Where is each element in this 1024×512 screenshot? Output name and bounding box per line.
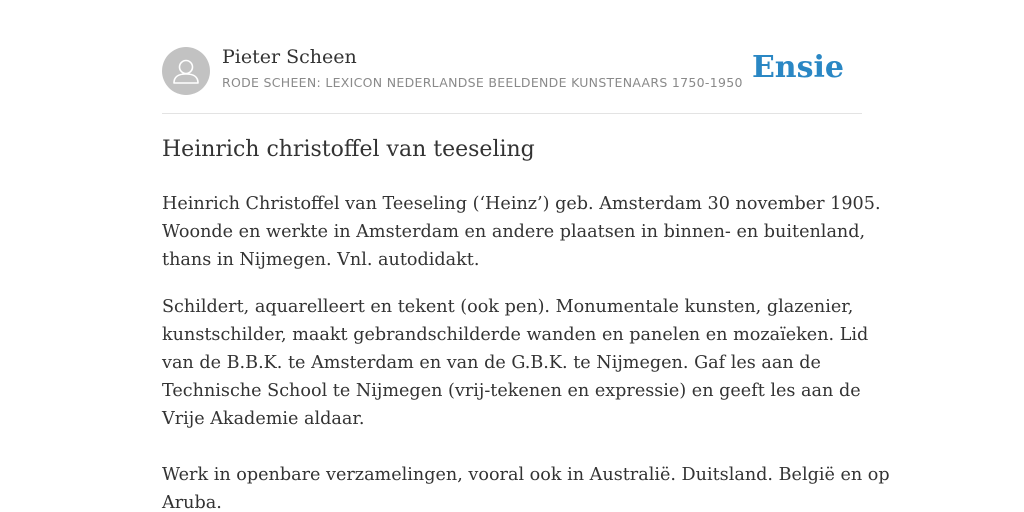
- paragraph-line: Schildert, aquarelleert en tekent (ook pen). Monumentale kunsten, glazenier,: [162, 297, 854, 317]
- paragraph-line: Woonde en werkte in Amsterdam en andere plaatsen in binnen- en buitenland,: [162, 222, 866, 242]
- article-title: Heinrich christoffel van teeseling: [162, 137, 535, 162]
- header-divider: [162, 113, 862, 114]
- article-body: [162, 190, 890, 512]
- paragraph-line: kunstschilder, maakt gebrandschilderde wanden en panelen en mozaïeken. Lid: [162, 325, 869, 345]
- user-icon: [162, 47, 210, 95]
- author-name[interactable]: Pieter Scheen: [222, 46, 357, 68]
- paragraph-2: [162, 293, 890, 512]
- brand-logo[interactable]: Ensie: [751, 50, 844, 85]
- paragraph-line: Werk in openbare verzamelingen, vooral ook in Australië. Duitsland. België en op: [162, 465, 890, 485]
- paragraph-line: thans in Nijmegen. Vnl. autodidakt.: [162, 250, 480, 270]
- line-break: [162, 433, 862, 461]
- paragraph-line: Aruba.: [162, 493, 222, 512]
- header: [162, 46, 862, 96]
- paragraph-line: Technische School te Nijmegen (vrij-tekenen en expressie) en geeft les aan de: [162, 381, 861, 401]
- paragraph-line: van de B.B.K. te Amsterdam en van de G.B.K. te Nijmegen. Gaf les aan de: [162, 353, 821, 373]
- author-avatar[interactable]: [162, 47, 210, 95]
- paragraph-line: Heinrich Christoffel van Teeseling (‘Heinz’) geb. Amsterdam 30 november 1905.: [162, 194, 881, 214]
- source-title[interactable]: RODE SCHEEN: LEXICON NEDERLANDSE BEELDENDE KUNSTENAARS 1750-1950: [222, 75, 743, 90]
- paragraph-1: [162, 190, 881, 274]
- paragraph-line: Vrije Akademie aldaar.: [162, 409, 365, 429]
